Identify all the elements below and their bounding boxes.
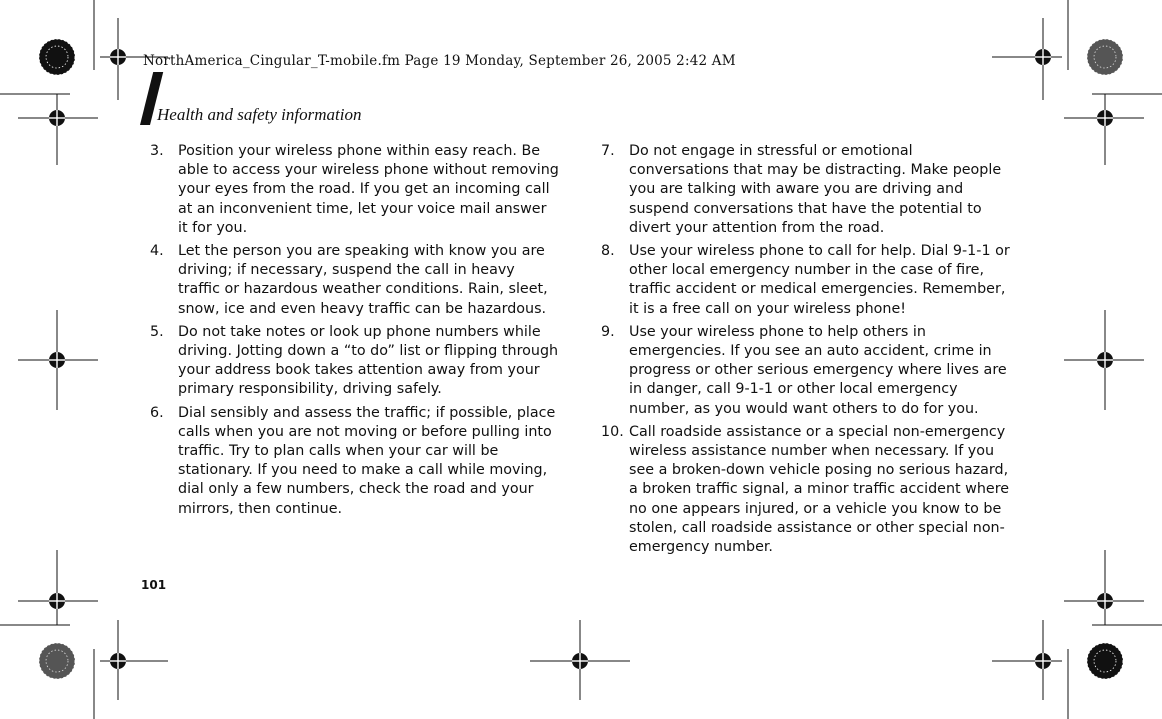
left-column (150, 142, 560, 523)
item-number: 5. (150, 323, 164, 340)
item-text: Do not engage in stressful or emotional conversations that may be distracting. Make people you are talking with aware you are driving and suspend conversations that have the potential to divert your attention from the road. (629, 143, 1002, 236)
section-title: Health and safety information (157, 105, 362, 124)
list-item (601, 142, 1011, 238)
item-text: Position your wireless phone within easy reach. Be able to access your wireless phone without removing your eyes from the road. If you get an incoming call at an inconvenient time, let your voice mail answer it for you. (178, 143, 559, 236)
item-text: Use your wireless phone to help others in emergencies. If you see an auto accident, crime in progress or other serious emergency where lives are in danger, call 9-1-1 or other local emergency number, as you would want others to do for you. (629, 323, 1007, 417)
list-item (601, 242, 1011, 319)
list-item (150, 323, 560, 400)
item-text: Use your wireless phone to call for help. Dial 9-1-1 or other local emergency number in the case of fire, traffic accident or medical emergencies. Remember, it is a free call on your wireless phone! (629, 243, 1010, 317)
item-number: 7. (601, 143, 615, 159)
list-item (601, 323, 1011, 419)
item-text: Do not take notes or look up phone numbers while driving. Jotting down a “to do” list or flipping through your address book takes attention away from your primary responsibility, driving safely. (178, 323, 559, 398)
list-item (150, 242, 560, 319)
item-number: 10. (601, 423, 624, 440)
star-target-tl (39, 39, 75, 75)
item-number: 4. (150, 243, 164, 260)
right-column (601, 142, 1011, 561)
star-target-br (1087, 643, 1123, 679)
item-number: 8. (601, 243, 615, 260)
item-number: 3. (150, 143, 164, 159)
list-item (601, 423, 1011, 557)
file-stamp: NorthAmerica_Cingular_T-mobile.fm Page 19 Monday, September 26, 2005 2:42 AM (143, 53, 736, 69)
list-item (150, 404, 560, 519)
item-text: Call roadside assistance or a special non-emergency wireless assistance number when necessary. If you see a broken-down vehicle posing no serious hazard, a broken traffic signal, a minor traffic accident where no one appears injured, or a vehicle you know to be stolen, call roadside assistance or other special non-emergency number. (629, 423, 1010, 556)
item-number: 6. (150, 404, 164, 421)
list-item (150, 142, 560, 238)
item-number: 9. (601, 323, 615, 340)
item-text: Let the person you are speaking with know you are driving; if necessary, suspend the call in heavy traffic or hazardous weather conditions. Rain, sleet, snow, ice and even heavy traffic can be hazardous. (178, 243, 548, 317)
page-number: 101 (141, 578, 167, 592)
star-target-bl (39, 643, 75, 679)
item-text: Dial sensibly and assess the traffic; if possible, place calls when you are not moving or before pulling into traffic. Try to plan calls when your car will be stationary. If you need to make a call while moving, dial only a few numbers, check the road and your mirrors, then continue. (178, 404, 556, 517)
star-target-tr (1087, 39, 1123, 75)
